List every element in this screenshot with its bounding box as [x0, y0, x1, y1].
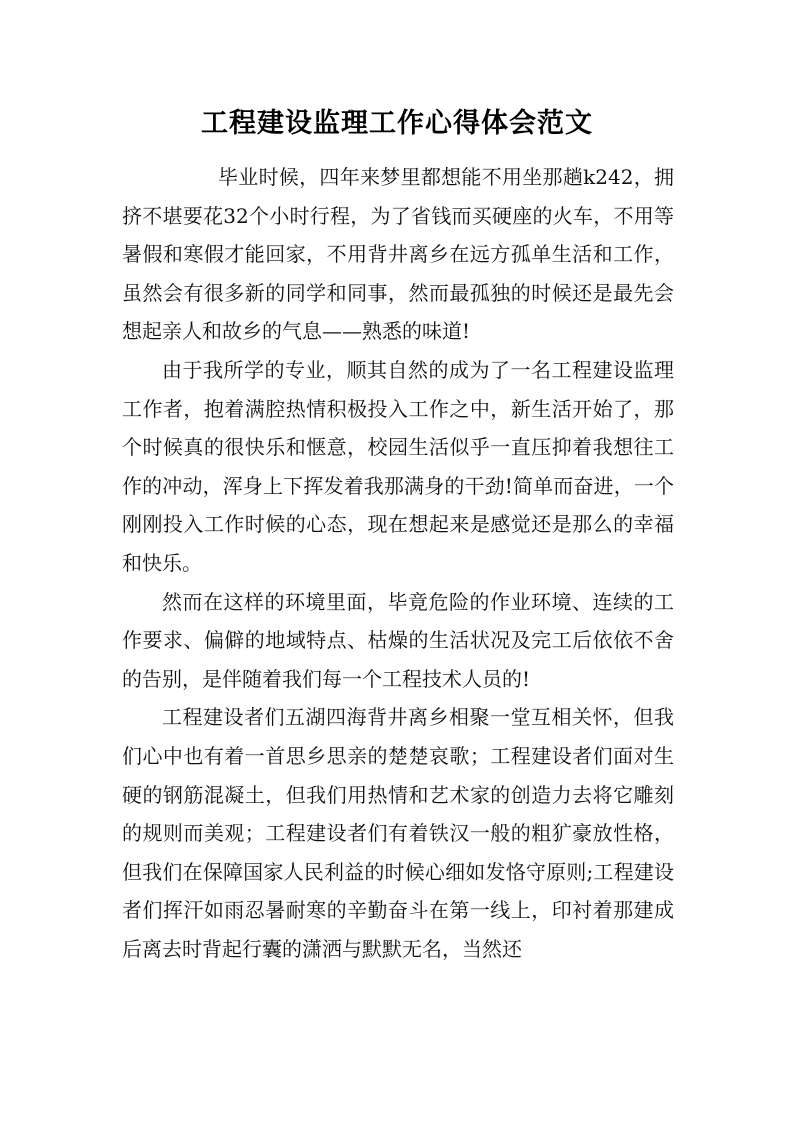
- document-title: 工程建设监理工作心得体会范文: [201, 108, 593, 139]
- paragraph-1: 毕业时候，四年来梦里都想能不用坐那趟k242，拥挤不堪要花32个小时行程，为了省钱而买硬座的火车，不用等暑假和寒假才能回家，不用背井离乡在远方孤单生活和工作，虽然会有很多新的同学和同事，然而最孤独的时候还是最先会想起亲人和故乡的气息——熟悉的味道!: [122, 165, 674, 344]
- paragraph-3: 然而在这样的环境里面，毕竟危险的作业环境、连续的工作要求、偏僻的地域特点、枯燥的生活状况及完工后依依不舍的告别，是伴随着我们每一个工程技术人员的!: [122, 589, 674, 691]
- paragraph-4: 工程建设者们五湖四海背井离乡相聚一堂互相关怀，但我们心中也有着一首思乡思亲的楚楚哀歌；工程建设者们面对生硬的钢筋混凝土，但我们用热情和艺术家的创造力去将它雕刻的规则而美观；工程建设者们有着铁汉一般的粗犷豪放性格，但我们在保障国家人民利益的时候心细如发恪守原则;工程建设者们挥汗如雨忍暑耐寒的辛勤奋斗在第一线上，印衬着那建成后离去时背起行囊的潇洒与默默无名，当然还: [122, 705, 674, 961]
- document-body: [122, 158, 674, 968]
- paragraph-2: 由于我所学的专业，顺其自然的成为了一名工程建设监理工作者，抱着满腔热情积极投入工作之中，新生活开始了，那个时候真的很快乐和惬意，校园生活似乎一直压抑着我想往工作的冲动，浑身上下挥发着我那满身的干劲!简单而奋进，一个刚刚投入工作时候的心态，现在想起来是感觉还是那么的幸福和快乐。: [122, 357, 674, 575]
